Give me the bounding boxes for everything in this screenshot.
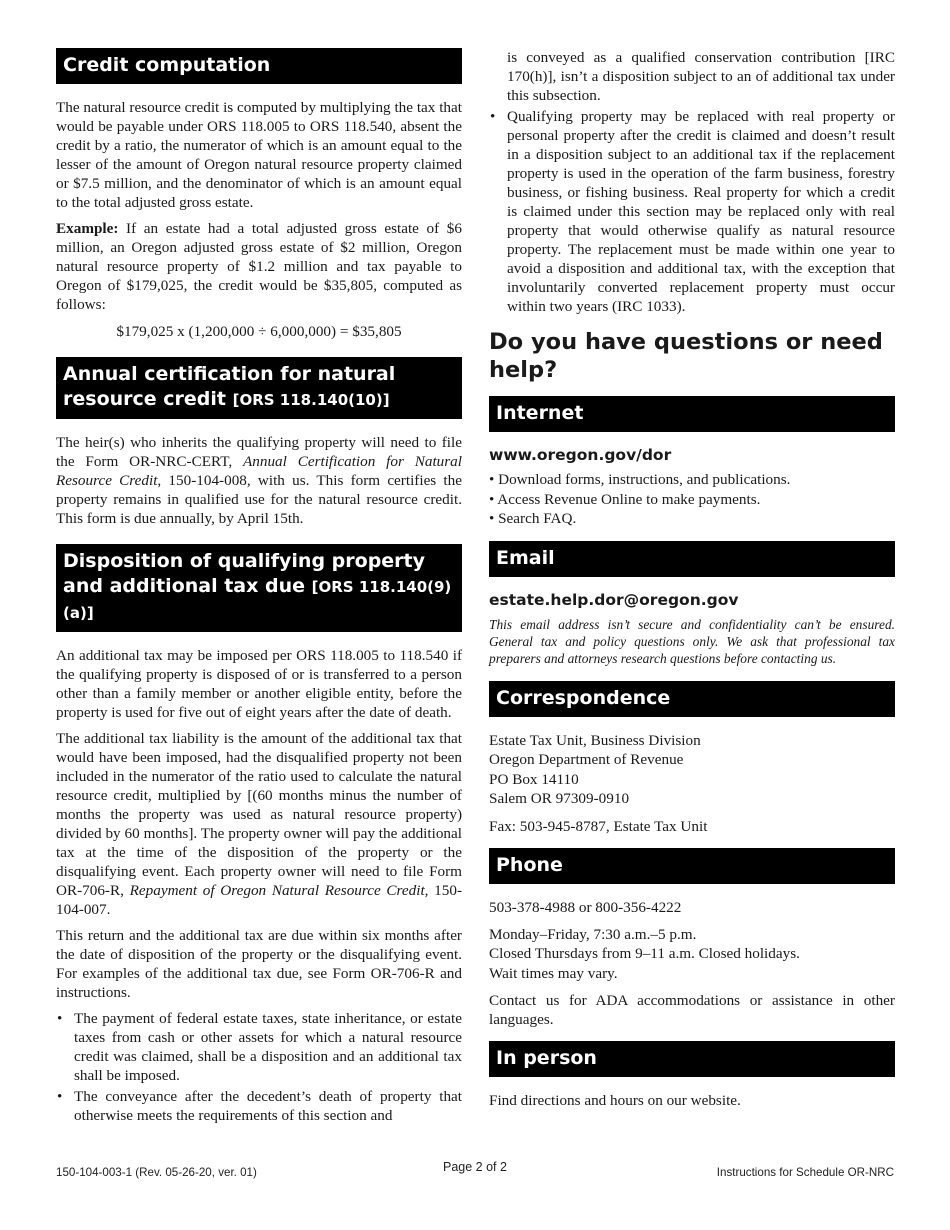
section-heading-annual-certification: Annual certification for natural resource credit [ORS 118.140(10)] — [56, 357, 462, 419]
section-heading-correspondence: Correspondence — [489, 681, 895, 717]
list-item: • The conveyance after the decedent’s death of property that otherwise meets the requirements of this section and — [56, 1087, 462, 1125]
list-item: • Search FAQ. — [489, 510, 577, 527]
section-heading-internet: Internet — [489, 396, 895, 432]
section-heading-phone: Phone — [489, 848, 895, 884]
example-paragraph: Example: If an estate had a total adjusted gross estate of $6 million, an Oregon adjusted gross estate of $2 million, Oregon natural resource property of $1.2 million and tax payable to Oregon of $179,025, the credit would be $35,805, computed as follows: — [56, 220, 462, 313]
in-person-text: Find directions and hours on our website. — [489, 1092, 741, 1109]
website-link[interactable]: www.oregon.gov/dor — [489, 446, 672, 464]
office-hours: Monday–Friday, 7:30 a.m.–5 p.m. Closed Thursdays from 9–11 a.m. Closed holidays. Wait times may vary. — [489, 925, 800, 982]
fax-number: Fax: 503-945-8787, Estate Tax Unit — [489, 817, 708, 835]
annual-certification-paragraph: The heir(s) who inherits the qualifying property will need to file the Form OR-NRC-CERT, Annual Certification for Natural Resource Credit, 150-104-008, with us. This form certifies the property remains in qualified use for the natural resource credit. This form is due annually, by April 15th. — [56, 434, 462, 527]
replacement-bullets — [489, 107, 895, 316]
list-item: • The payment of federal estate taxes, state inheritance, or estate taxes from cash or other assets for which a natural resource credit was claimed, shall be a disposition and an additional tax shall be imposed. — [56, 1009, 462, 1085]
section-heading-disposition: Disposition of qualifying property and additional tax due [ORS 118.140(9)(a)] — [56, 544, 462, 632]
mailing-address: Estate Tax Unit, Business Division Oregon Department of Revenue PO Box 14110 Salem OR 97309-0910 — [489, 731, 701, 807]
left-column — [56, 48, 462, 1125]
ada-note: Contact us for ADA accommodations or assistance in other languages. — [489, 992, 895, 1028]
internet-list — [489, 470, 895, 529]
list-item: • Access Revenue Online to make payments. — [489, 490, 761, 508]
example-label: Example: — [56, 220, 119, 237]
bullet-continuation: is conveyed as a qualified conservation contribution [IRC 170(h)], isn’t a disposition subject to an of additional tax under this subsection. — [507, 49, 895, 104]
section-heading-credit-computation: Credit computation — [56, 48, 462, 84]
disposition-paragraph-3: This return and the additional tax are due within six months after the date of disposition of the property or the disqualifying event. For examples of the additional tax due, see Form OR-706-R and instructions. — [56, 927, 462, 1001]
right-column — [489, 48, 895, 1110]
list-item: • Qualifying property may be replaced with real property or personal property after the credit is claimed and doesn’t result in a disposition subject to an additional tax if the replacement property is used in the operation of the farm business, forestry business, or fishing business. Real property for which a credit is claimed under this section may be replaced only with real property that would otherwise qualify as natural resource property. The replacement must be made within one year to avoid a disposition and additional tax, with the exception that involuntarily converted replacement property must occur within two years (IRC 1033). — [489, 107, 895, 316]
disposition-paragraph-1: An additional tax may be imposed per ORS 118.005 to 118.540 if the qualifying property is disposed of or is transferred to a person other than a family member or another eligible entity, before the property is used for five out of eight years after the date of death. — [56, 647, 462, 721]
help-title: Do you have questions or need help? — [489, 329, 883, 383]
list-item: • Download forms, instructions, and publications. — [489, 471, 791, 488]
disposition-bullets — [56, 1009, 462, 1125]
email-link[interactable]: estate.help.dor@oregon.gov — [489, 590, 739, 609]
formula: $179,025 x (1,200,000 ÷ 6,000,000) = $35,805 — [116, 323, 402, 340]
page-number: Page 2 of 2 — [443, 1160, 507, 1174]
credit-paragraph: The natural resource credit is computed by multiplying the tax that would be payable under ORS 118.005 to ORS 118.540, absent the credit by a ratio, the numerator of which is an amount equal to the lesser of the amount of Oregon natural resource property claimed or $7.5 million, and the denominator of which is an amount equal to the total adjusted gross estate. — [56, 99, 462, 211]
document-title: Instructions for Schedule OR-NRC — [716, 1166, 894, 1179]
section-heading-email: Email — [489, 541, 895, 577]
form-id: 150-104-003-1 (Rev. 05-26-20, ver. 01) — [56, 1166, 257, 1179]
disposition-paragraph-2: The additional tax liability is the amount of the additional tax that would have been imposed, had the disqualified property not been included in the numerator of the ratio used to calculate the natural resource credit, multiplied by [(60 months minus the number of months the property was used as natural resource property) divided by 60 months]. The property owner will pay the additional tax at the time of the disposition of the property or the disqualifying event. Each property owner will need to file Form OR-706-R, Repayment of Oregon Natural Resource Credit, 150-104-007. — [56, 730, 463, 918]
section-heading-in-person: In person — [489, 1041, 895, 1077]
phone-numbers: 503-378-4988 or 800-356-4222 — [489, 898, 682, 916]
email-note: This email address isn’t secure and confidentiality can’t be ensured. General tax and policy questions only. We ask that professional tax preparers and attorneys research questions before contacting us. — [489, 616, 895, 666]
